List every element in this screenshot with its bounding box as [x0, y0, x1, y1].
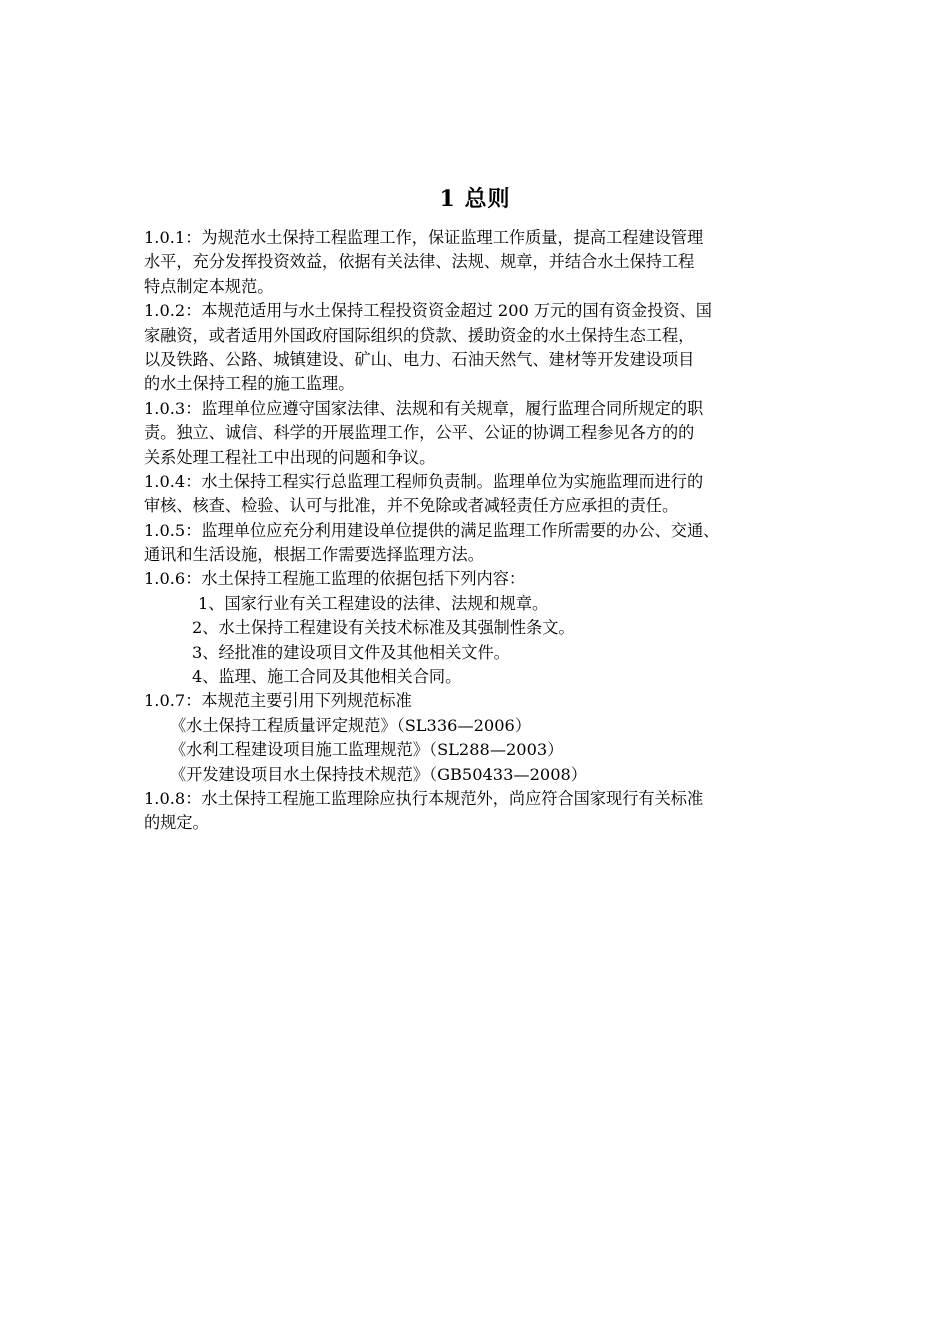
- text-line: 1.0.7：本规范主要引用下列规范标准: [144, 691, 412, 711]
- text-line: 审核、核查、检验、认可与批准，并不免除或者减轻责任方应承担的责任。: [144, 496, 679, 516]
- page-title: 1 总则: [439, 186, 511, 212]
- list-item: 3、经批准的建设项目文件及其他相关文件。: [192, 642, 510, 662]
- text-line: 以及铁路、公路、城镇建设、矿山、电力、石油天然气、建材等开发建设项目: [144, 349, 695, 369]
- text-line: 1.0.4：水土保持工程实行总监理工程师负责制。监理单位为实施监理而进行的: [144, 471, 704, 491]
- text-line: 责。独立、诚信、科学的开展监理工作，公平、公证的协调工程参见各方的的: [144, 423, 695, 443]
- text-line: 1.0.1：为规范水土保持工程监理工作，保证监理工作质量，提高工程建设管理: [144, 228, 704, 247]
- text-line: 特点制定本规范。: [144, 276, 274, 296]
- text-line: 1.0.3：监理单位应遵守国家法律、法规和有关规章，履行监理合同所规定的职: [144, 398, 704, 418]
- text-line: 的规定。: [144, 813, 209, 833]
- text-line: 1.0.5：监理单位应充分利用建设单位提供的满足监理工作所需要的办公、交通、: [144, 520, 720, 540]
- list-item: 4、监理、施工合同及其他相关合同。: [192, 667, 462, 687]
- text-line: 通讯和生活设施，根据工作需要选择监理方法。: [144, 545, 484, 565]
- text-line: 1.0.8：水土保持工程施工监理除应执行本规范外，尚应符合国家现行有关标准: [144, 788, 704, 808]
- text-line: 水平，充分发挥投资效益，依据有关法律、法规、规章，并结合水土保持工程: [144, 252, 695, 272]
- reference-item: 《水利工程建设项目施工监理规范》（SL288—2003）: [170, 740, 564, 760]
- text-line: 关系处理工程社工中出现的问题和争议。: [144, 447, 436, 467]
- text-line: 1.0.2：本规范适用与水土保持工程投资资金超过 200 万元的国有资金投资、国: [144, 301, 712, 321]
- text-line: 家融资，或者适用外国政府国际组织的贷款、援助资金的水土保持生态工程，: [144, 325, 695, 345]
- document-body: [144, 226, 844, 836]
- reference-item: 《开发建设项目水土保持技术规范》（GB50433—2008）: [170, 764, 587, 784]
- list-item: 1、国家行业有关工程建设的法律、法规和规章。: [198, 593, 549, 613]
- list-item: 2、水土保持工程建设有关技术标准及其强制性条文。: [192, 618, 575, 638]
- reference-item: 《水土保持工程质量评定规范》（SL336—2006）: [170, 715, 532, 735]
- text-line: 1.0.6：水土保持工程施工监理的依据包括下列内容：: [144, 569, 526, 589]
- text-line: 的水土保持工程的施工监理。: [144, 374, 355, 394]
